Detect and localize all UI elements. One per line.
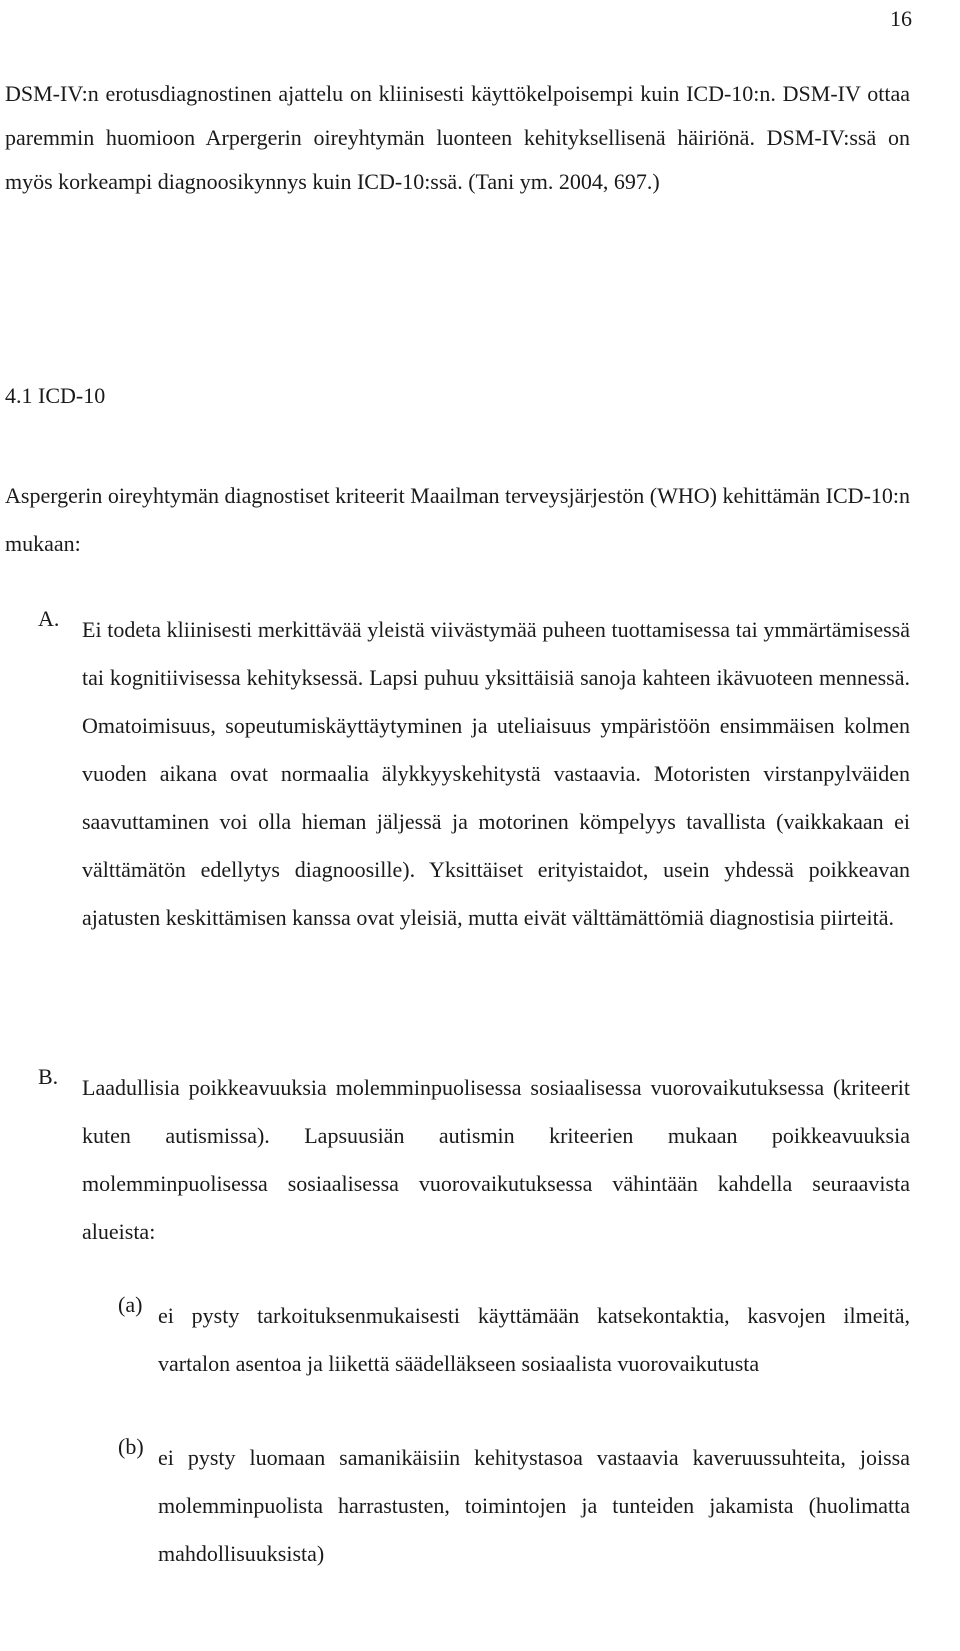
criterion-label: A.	[38, 606, 60, 631]
criterion-b	[38, 1064, 910, 1256]
subitem-text: ei pysty tarkoituksenmukaisesti käyttämään katsekontaktia, kasvojen ilmeitä, vartalon asentoa ja liikettä säädelläkseen sosiaalista vuorovaikutusta	[158, 1303, 910, 1376]
lead-paragraph: Aspergerin oireyhtymän diagnostiset kriteerit Maailman terveysjärjestön (WHO) kehittämän ICD-10:n mukaan:	[5, 483, 911, 556]
criterion-text: Ei todeta kliinisesti merkittävää yleistä viivästymää puheen tuottamisessa tai ymmärtämisessä tai kognitiivisessa kehityksessä. Lapsi puhuu yksittäisiä sanoja kahteen ikävuoteen mennessä. Omatoimisuus, sopeutumiskäyttäytyminen ja uteliaisuus ympäristöön ensimmäisen kolmen vuoden aikana ovat normaalia älykkyyskehitystä vastaavia. Motoristen virstanpylväiden saavuttaminen voi olla hieman jäljessä ja motorinen kömpelyys tavallista (vaikkakaan ei välttämätön edellytys diagnoosille). Yksittäiset erityistaidot, usein yhdessä poikkeavan ajatusten keskittämisen kanssa ovat yleisiä, mutta eivät välttämättömiä diagnostisia piirteitä.	[82, 617, 910, 930]
subitem-text: ei pysty luomaan samanikäisiin kehitystasoa vastaavia kaveruussuhteita, joissa molemminpuolista harrastusten, toimintojen ja tunteiden jakamista (huolimatta mahdollisuuksista)	[158, 1445, 910, 1566]
criterion-label: B.	[38, 1064, 59, 1089]
subitem-a	[118, 1292, 910, 1388]
criterion-text: Laadullisia poikkeavuuksia molemminpuolisessa sosiaalisessa vuorovaikutuksessa (kriteerit kuten autismissa). Lapsuusiän autismin kriteerien mukaan poikkeavuuksia molemminpuolisessa sosiaalisessa vuorovaikutuksessa vähintään kahdella seuraavista alueista:	[82, 1075, 910, 1244]
subitem-b	[118, 1434, 910, 1578]
subitem-label: (b)	[118, 1434, 144, 1459]
intro-paragraph: DSM-IV:n erotusdiagnostinen ajattelu on kliinisesti käyttökelpoisempi kuin ICD-10:n. DSM-IV ottaa paremmin huomioon Arpergerin oireyhtymän luonteen kehityksellisenä häiriönä. DSM-IV:ssä on myös korkeampi diagnoosikynnys kuin ICD-10:ssä. (Tani ym. 2004, 697.)	[5, 81, 910, 194]
subitem-label: (a)	[118, 1292, 143, 1317]
section-heading: 4.1 ICD-10	[5, 383, 106, 408]
page-number: 16	[890, 6, 912, 31]
criterion-a	[38, 606, 910, 942]
